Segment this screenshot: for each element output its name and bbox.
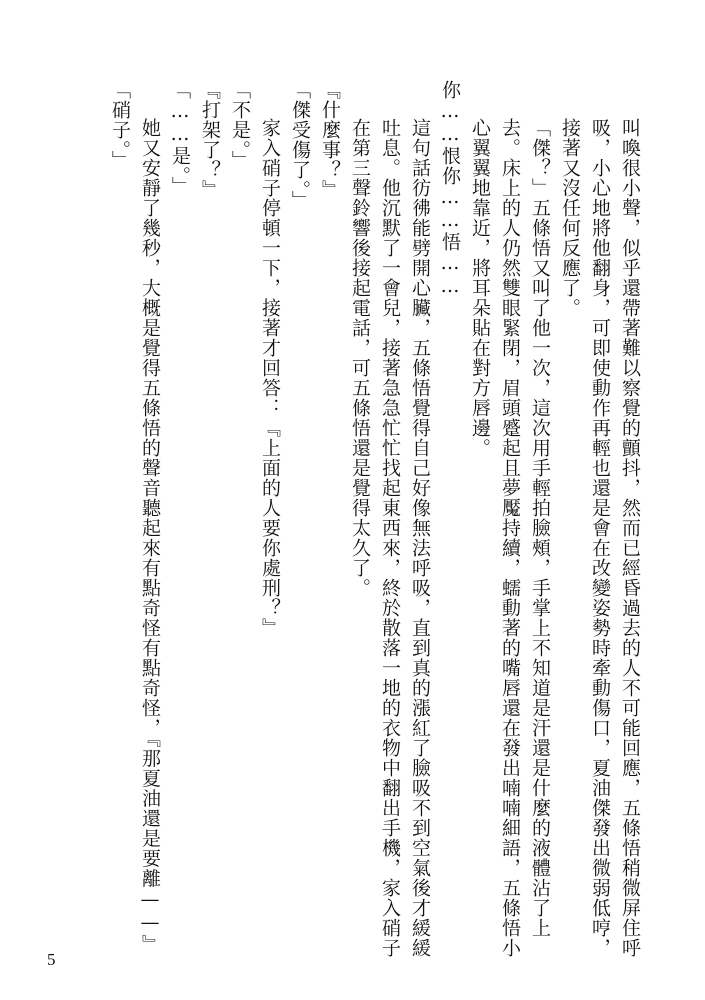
paragraph-10: 「……是。」: [169, 80, 191, 197]
paragraph-5: 『什麼事？』: [319, 80, 341, 200]
paragraph-6: 「傑受傷了。」: [289, 80, 311, 211]
paragraph-7: 家入硝子停頓一下，接著才回答：『上面的人要你處刑？』: [259, 118, 281, 638]
page-number: 5: [47, 950, 56, 969]
paragraph-2: 「傑？」五條悟又叫了他一次，這次用手輕拍臉頰，手掌上不知道是汗還是什麼的液體沾了上去。床上的人仍然雙眼緊閉，眉頭蹙起且夢魘持續，蠕動著的嘴唇還在發出喃喃細語，五條悟小心翼翼地靠近，將耳朵貼在對方唇邊。: [469, 118, 551, 958]
paragraph-4: 這句話彷彿能劈開心臟，五條悟覺得自己好像無法呼吸，直到真的漲紅了臉吸不到空氣後才緩緩吐息。他沉默了一會兒，接著急急忙忙找起東西來，終於散落一地的衣物中翻出手機，家入硝子在第三聲鈴響後接起電話，可五條悟還是覺得太久了。: [349, 118, 431, 958]
paragraph-3: 你……恨你……悟……: [439, 80, 461, 298]
paragraph-12: 「硝子。」: [109, 80, 131, 171]
page-body: [105, 80, 645, 960]
paragraph-9: 『打架了？』: [199, 80, 221, 200]
paragraph-8: 「不是。」: [229, 80, 251, 171]
paragraph-1: 叫喚很小聲，似乎還帶著難以察覺的顫抖，然而已經昏過去的人不可能回應，五條悟稍微屏住呼吸，小心地將他翻身，可即使動作再輕也還是會在改變姿勢時牽動傷口，夏油傑發出微弱低哼，接著又沒任何反應了。: [559, 118, 641, 958]
paragraph-11: 她又安靜了幾秒，大概是覺得五條悟的聲音聽起來有點奇怪有點奇怪，『那夏油還是要離——』: [139, 118, 161, 955]
